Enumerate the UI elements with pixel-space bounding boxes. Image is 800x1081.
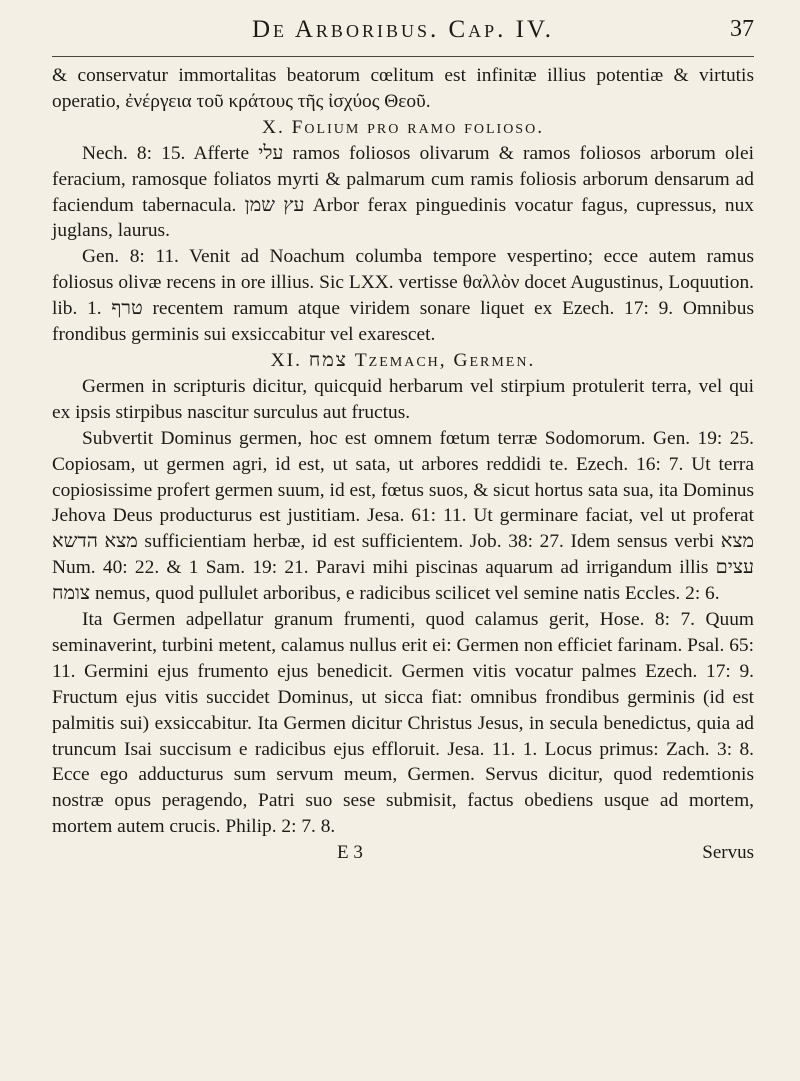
section-heading: X. Folium pro ramo folioso. xyxy=(261,116,545,138)
page-footer xyxy=(52,840,754,866)
signature-mark: E 3 xyxy=(337,842,363,864)
paragraph: Ita Germen adpellatur granum frumenti, quod calamus gerit, Hose. 8: 7. Quum seminaverint, turbini metent, calamus nullus erit ei: Germen non efficiet farinam. Psal. 65: 11. Germini ejus frumento ejus benedicit. Germen vitis vocatur palmes Ezech. 17: 9. Fructum ejus vitis succidet Dominus, ut sicca fiat: omnibus frondibus germinis (id est palmitis sui) exsiccabitur. Ita Germen dicitur Christus Jesus, in secula benedictus, quia ad truncum Isai succisum e radicibus ejus effloruit. Jesa. 11. 1. Locus primus: Zach. 3: 8. Ecce ego adducturus sum servum meum, Germen. Servus dicitur, quod redemtionis nostræ opus peragendo, Patri suo sese submisit, factus obediens usque ad mortem, mortem autem crucis. Philip. 2: 7. 8. xyxy=(52,609,754,838)
paragraph: & conservatur immortalitas beatorum cœlitum est infinitæ illius potentiæ & virtutis operatio, ἐνέργεια τοῦ κράτους τῆς ἰσχύος Θεοῦ. xyxy=(52,65,754,112)
page-number: 37 xyxy=(730,16,754,42)
section-heading: XI. צמח Tzemach, Germen. xyxy=(270,349,536,371)
paragraph: Gen. 8: 11. Venit ad Noachum columba tempore vespertino; ecce autem ramus foliosus olivæ recens in ore illius. Sic LXX. vertisse θαλλὸν docet Augustinus, Loquution. lib. 1. טרף recentem ramum atque viridem sonare liquet ex Ezech. 17: 9. Omnibus frondibus germinis sui exsiccabitur vel exarescet. xyxy=(52,246,754,346)
paragraph: Nech. 8: 15. Afferte עלי ramos foliosos olivarum & ramos foliosos arborum olei feracium, ramosque foliatos myrti & palmarum cum ramis foliosis arborum densarum ad faciendum tabernacula. עץ שמן Arbor ferax pinguedinis vocatur fagus, cupressus, nux juglans, laurus. xyxy=(52,142,755,242)
running-head-title: De Arboribus. Cap. IV. xyxy=(251,16,555,43)
running-head xyxy=(52,8,754,57)
paragraph: Germen in scripturis dicitur, quicquid herbarum vel stirpium protulerit terra, vel qui ex ipsis stirpibus nascitur surculus aut fructus. xyxy=(52,375,754,423)
body-text xyxy=(52,63,754,840)
paragraph: Subvertit Dominus germen, hoc est omnem fœtum terræ Sodomorum. Gen. 19: 25. Copiosam, ut germen agri, id est, ut sata, ut arbores reddidi te. Ezech. 16: 7. Ut terra copiosissime profert germen suum, id est, fœtus suos, & sicut hortus sata sua, ita Dominus Jehova Deus producturus est justitiam. Jesa. 61: 11. Ut germinare faciat, vel ut proferat מצא הדשא sufficientiam herbæ, id est sufficientem. Job. 38: 27. Idem sensus verbi מצא Num. 40: 22. & 1 Sam. 19: 21. Paravi mihi piscinas aquarum ad irrigandum illis עצים צומח nemus, quod pullulet arboribus, e radicibus scilicet vel semine natis Eccles. 2: 6. xyxy=(52,427,755,605)
catchword: Servus xyxy=(702,842,754,864)
